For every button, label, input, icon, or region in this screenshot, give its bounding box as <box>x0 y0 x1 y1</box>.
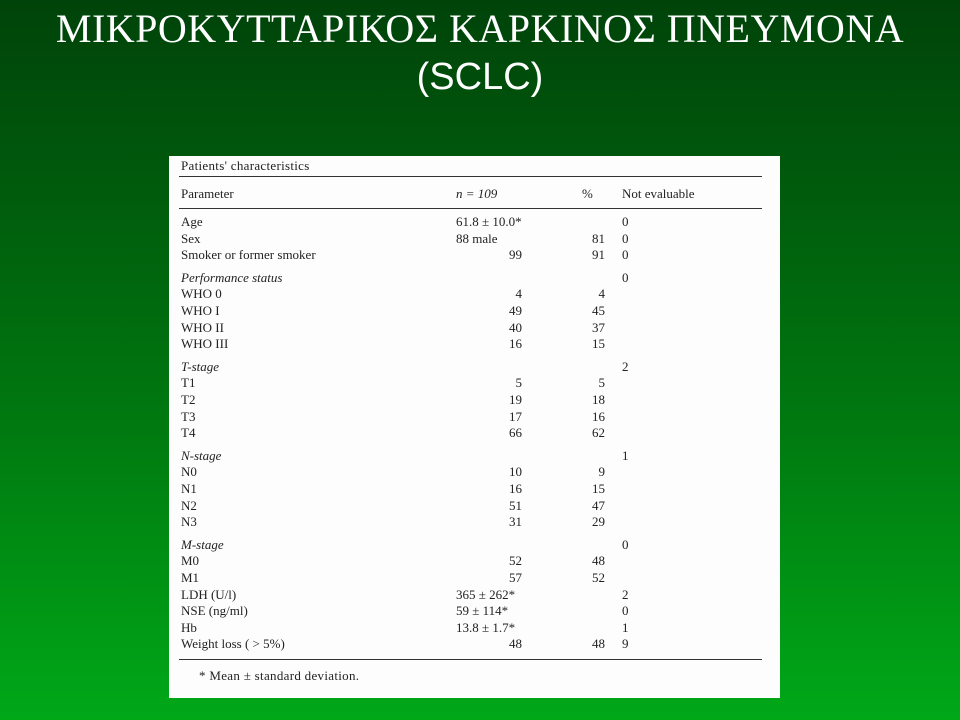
table-row <box>169 636 780 652</box>
cell-parameter: T4 <box>181 425 196 441</box>
cell-n: 19 <box>509 392 522 407</box>
header-percent: % <box>582 186 593 201</box>
table-rule-header <box>179 208 762 209</box>
cell-parameter: Smoker or former smoker <box>181 247 316 263</box>
cell-n: 61.8 ± 10.0* <box>456 214 522 229</box>
cell-percent: 37 <box>592 319 605 335</box>
header-not-evaluable: Not evaluable <box>622 186 695 201</box>
cell-percent: 18 <box>592 392 605 407</box>
cell-not-evaluable: 0 <box>622 269 629 285</box>
cell-parameter: Performance status <box>181 269 283 285</box>
cell-not-evaluable: 0 <box>622 247 629 263</box>
table-row <box>169 247 780 263</box>
table-row <box>169 425 780 441</box>
table-footnote: * Mean ± standard deviation. <box>199 668 360 683</box>
table-row <box>169 303 780 319</box>
cell-percent: 15 <box>592 336 605 352</box>
cell-not-evaluable: 2 <box>622 358 629 374</box>
table-row <box>169 587 780 603</box>
table-row <box>169 620 780 636</box>
table-rule-bottom <box>179 659 762 660</box>
cell-parameter: Weight loss ( > 5%) <box>181 636 285 652</box>
cell-parameter: NSE (ng/ml) <box>181 603 248 619</box>
table-row <box>169 409 780 425</box>
cell-percent: 52 <box>592 570 605 585</box>
patients-table-image <box>169 156 780 698</box>
table-row <box>169 570 780 586</box>
cell-n: 5 <box>515 375 522 391</box>
cell-n: 17 <box>509 408 522 424</box>
cell-not-evaluable: 2 <box>622 586 629 602</box>
cell-not-evaluable: 9 <box>622 636 629 652</box>
cell-parameter: T-stage <box>181 358 220 374</box>
cell-n: 4 <box>515 286 522 302</box>
cell-percent: 15 <box>592 481 605 496</box>
cell-n: 99 <box>509 247 522 263</box>
table-row <box>169 514 780 530</box>
cell-percent: 45 <box>592 303 605 318</box>
cell-parameter: WHO III <box>181 336 229 352</box>
cell-parameter: N1 <box>181 481 197 496</box>
slide-title: ΜΙΚΡΟΚΥΤΤΑΡΙΚΟΣ ΚΑΡΚΙΝΟΣ ΠΝΕΥΜΟΝΑ <box>55 6 905 51</box>
table-row <box>169 392 780 408</box>
table-row <box>169 464 780 480</box>
cell-n: 51 <box>509 497 522 513</box>
cell-n: 365 ± 262* <box>456 586 516 602</box>
cell-percent: 9 <box>598 464 605 480</box>
cell-percent: 81 <box>592 230 605 246</box>
cell-parameter: WHO 0 <box>181 286 222 302</box>
cell-percent: 91 <box>592 247 605 263</box>
cell-not-evaluable: 1 <box>622 619 629 635</box>
cell-parameter: LDH (U/l) <box>181 586 237 602</box>
table-row <box>169 214 780 230</box>
cell-n: 16 <box>509 481 522 496</box>
cell-n: 16 <box>509 336 522 352</box>
cell-not-evaluable: 0 <box>622 536 629 552</box>
table-rule-top <box>179 176 762 177</box>
cell-percent: 62 <box>592 425 605 441</box>
table-row <box>169 320 780 336</box>
cell-not-evaluable: 0 <box>622 230 629 246</box>
cell-parameter: M1 <box>181 570 200 585</box>
slide-subtitle: (SCLC) <box>416 56 544 98</box>
cell-percent: 48 <box>592 553 605 569</box>
table-section-row <box>169 448 780 464</box>
cell-not-evaluable: 0 <box>622 214 629 229</box>
cell-not-evaluable: 1 <box>622 447 629 463</box>
header-parameter: Parameter <box>181 186 234 201</box>
table-row <box>169 553 780 569</box>
cell-parameter: WHO I <box>181 303 220 318</box>
cell-parameter: N2 <box>181 497 197 513</box>
cell-parameter: N-stage <box>181 447 222 463</box>
cell-parameter: M-stage <box>181 536 224 552</box>
table-section-row <box>169 359 780 375</box>
cell-n: 13.8 ± 1.7* <box>456 619 516 635</box>
table-caption: Patients' characteristics <box>181 158 310 173</box>
cell-n: 49 <box>509 303 522 318</box>
cell-parameter: Age <box>181 214 203 229</box>
cell-percent: 5 <box>598 375 605 391</box>
cell-percent: 16 <box>592 408 605 424</box>
cell-percent: 48 <box>592 636 605 652</box>
table-section-row <box>169 537 780 553</box>
table-row <box>169 286 780 302</box>
table-row <box>169 481 780 497</box>
cell-n: 40 <box>509 319 522 335</box>
cell-parameter: T2 <box>181 392 196 407</box>
cell-n: 31 <box>509 514 522 530</box>
table-row <box>169 375 780 391</box>
cell-percent: 29 <box>592 514 605 530</box>
cell-parameter: Sex <box>181 230 201 246</box>
cell-n: 66 <box>509 425 522 441</box>
table-row <box>169 603 780 619</box>
cell-n: 88 male <box>456 230 498 246</box>
cell-n: 10 <box>509 464 522 480</box>
cell-n: 57 <box>509 570 522 585</box>
table-section-row <box>169 270 780 286</box>
cell-n: 48 <box>509 636 522 652</box>
table-row <box>169 231 780 247</box>
cell-percent: 47 <box>592 497 605 513</box>
cell-parameter: N3 <box>181 514 197 530</box>
cell-parameter: M0 <box>181 553 200 569</box>
cell-parameter: T3 <box>181 408 196 424</box>
cell-not-evaluable: 0 <box>622 603 629 619</box>
cell-parameter: Hb <box>181 619 197 635</box>
header-n: n = 109 <box>456 186 498 201</box>
table-row <box>169 498 780 514</box>
cell-parameter: WHO II <box>181 319 224 335</box>
cell-parameter: N0 <box>181 464 197 480</box>
cell-percent: 4 <box>598 286 605 302</box>
table-row <box>169 336 780 352</box>
cell-parameter: T1 <box>181 375 196 391</box>
cell-n: 59 ± 114* <box>456 603 509 619</box>
cell-n: 52 <box>509 553 522 569</box>
